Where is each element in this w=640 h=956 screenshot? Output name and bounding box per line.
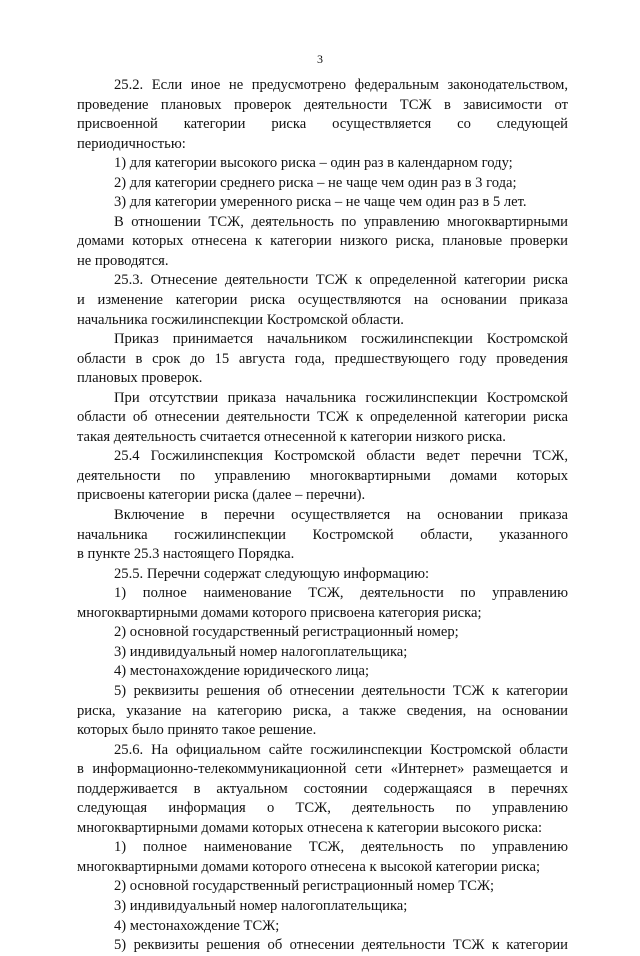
text-line: 1) полное наименование ТСЖ, деятельность по управлению [114, 839, 568, 856]
text-line: деятельности по управлению многоквартирными домами которых [77, 467, 568, 484]
text-line: 2) для категории среднего риска – не чаще чем один раз в 3 года; [114, 174, 517, 191]
text-line: периодичностью: [77, 135, 186, 152]
text-line: 1) для категории высокого риска – один раз в календарном году; [114, 155, 513, 172]
text-line: не проводятся. [77, 252, 169, 269]
text-line: в информационно-телекоммуникационной сети «Интернет» размещается и [77, 761, 568, 778]
text-line: присвоены категории риска (далее – перечни). [77, 487, 366, 504]
text-line: 5) реквизиты решения об отнесении деятельности ТСЖ к категории [114, 937, 568, 954]
text-line: такая деятельность считается отнесенной к категории низкого риска. [77, 428, 506, 445]
text-line: присвоенной категории риска осуществляется со следующей [77, 116, 568, 133]
text-line: области об отнесении деятельности ТСЖ к определенной категории риска [77, 409, 568, 426]
text-line: и изменение категории риска осуществляются на основании приказа [77, 292, 568, 309]
text-line: 1) полное наименование ТСЖ, деятельности по управлению [114, 585, 568, 602]
text-line: которых было принято такое решение. [77, 722, 317, 739]
text-line: В отношении ТСЖ, деятельность по управлению многоквартирными [114, 213, 568, 230]
text-line: плановых проверок. [77, 370, 203, 387]
text-line: домами которых отнесена к категории низкого риска, плановые проверки [77, 233, 568, 250]
text-line: 3) индивидуальный номер налогоплательщика; [114, 643, 408, 660]
text-line: в пункте 25.3 настоящего Порядка. [77, 546, 295, 563]
document-body [77, 76, 568, 956]
text-line: При отсутствии приказа начальника госжилинспекции Костромской [114, 389, 568, 406]
text-line: области в срок до 15 августа года, предшествующего году проведения [77, 350, 568, 367]
text-line: многоквартирными домами которого присвоена категория риска; [77, 604, 482, 621]
text-line: 3) для категории умеренного риска – не чаще чем один раз в 5 лет. [114, 194, 527, 211]
text-line: 4) местонахождение ТСЖ; [114, 917, 280, 934]
text-line: 2) основной государственный регистрационный номер; [114, 624, 459, 641]
text-line: риска, указание на категорию риска, а также сведения, на основании [77, 702, 568, 719]
text-line: многоквартирными домами которых отнесена к категории высокого риска: [77, 819, 543, 836]
text-line: многоквартирными домами которого отнесена к высокой категории риска; [77, 858, 541, 875]
text-line: поддерживается в актуальном состоянии содержащаяся в перечнях [77, 780, 568, 797]
text-line: Приказ принимается начальником госжилинспекции Костромской [114, 331, 568, 348]
text-line: 25.4 Госжилинспекция Костромской области ведет перечни ТСЖ, [114, 448, 568, 465]
text-line: 25.5. Перечни содержат следующую информацию: [114, 565, 430, 582]
text-line: 2) основной государственный регистрационный номер ТСЖ; [114, 878, 495, 895]
text-line: 25.3. Отнесение деятельности ТСЖ к определенной категории риска [114, 272, 568, 289]
text-line: следующая информация о ТСЖ, деятельность по управлению [77, 800, 568, 817]
text-line: начальника госжилинспекции Костромской области, указанного [77, 526, 568, 543]
text-line: 4) местонахождение юридического лица; [114, 663, 370, 680]
text-line: Включение в перечни осуществляется на основании приказа [114, 507, 568, 524]
page-number: 3 [317, 52, 323, 66]
text-line: проведение плановых проверок деятельности ТСЖ в зависимости от [77, 96, 568, 113]
text-line: начальника госжилинспекции Костромской области. [77, 311, 404, 328]
text-line: 25.2. Если иное не предусмотрено федеральным законодательством, [114, 77, 568, 93]
text-line: 5) реквизиты решения об отнесении деятельности ТСЖ к категории [114, 682, 568, 699]
text-line: 3) индивидуальный номер налогоплательщика; [114, 897, 408, 914]
text-line: 25.6. На официальном сайте госжилинспекции Костромской области [114, 741, 568, 758]
